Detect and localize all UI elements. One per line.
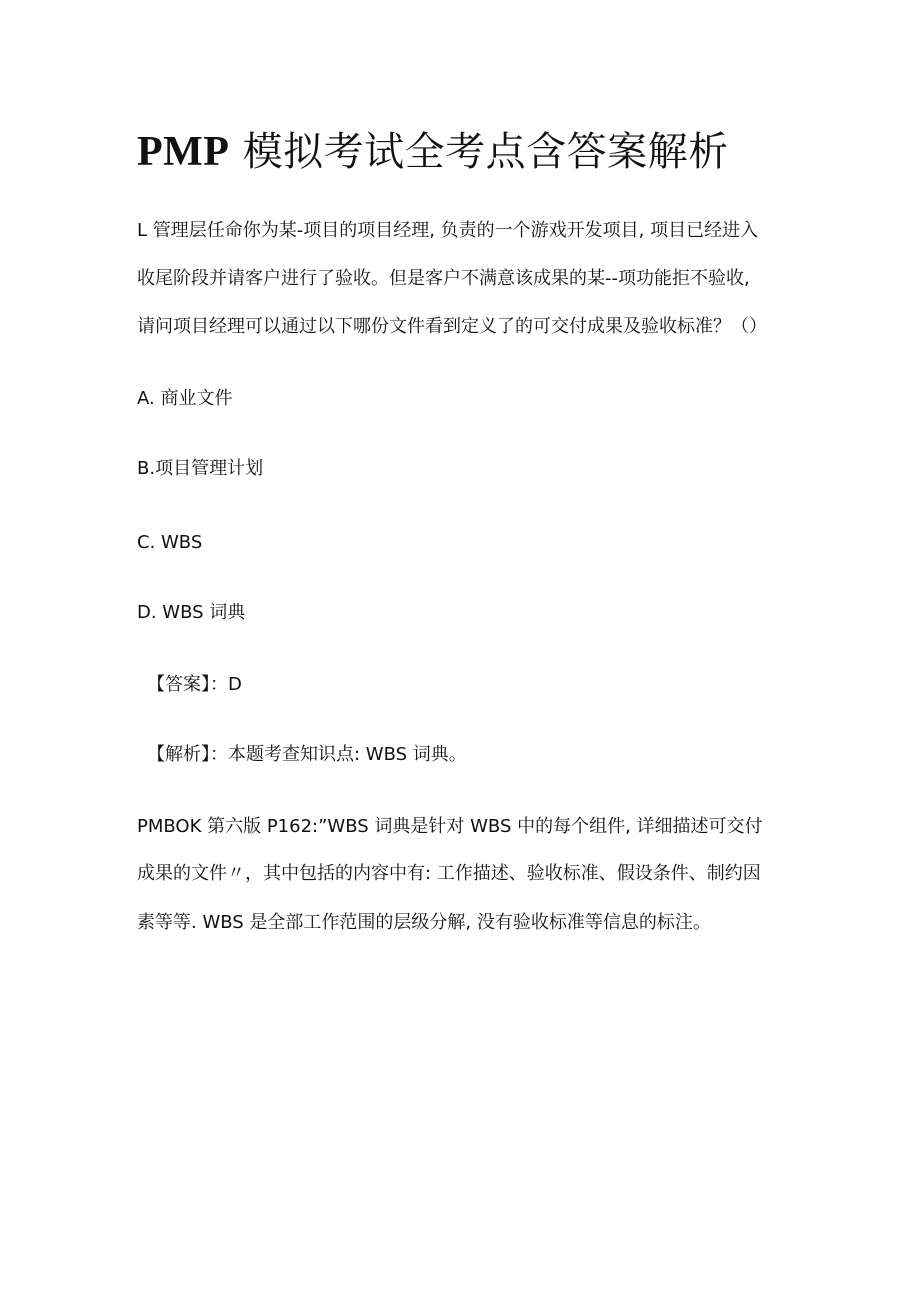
answer-line: 【答案】：D: [147, 674, 242, 695]
explanation-line-3: 素等等. WBS 是全部工作范围的层级分解, 没有验收标准等信息的标注。: [137, 912, 711, 933]
question-line-1: L 管理层任命你为某-项目的项目经理, 负责的一个游戏开发项目, 项目已经进入: [137, 220, 759, 241]
explanation-line-2: 成果的文件〃，其中包括的内容中有: 工作描述、验收标准、假设条件、制约因: [137, 863, 761, 884]
page-title: [137, 124, 729, 180]
page-title-latin: PMP: [137, 129, 230, 175]
explanation-line-1: PMBOK 第六版 P162:”WBS 词典是针对 WBS 中的每个组件, 详细描述可交付: [137, 816, 763, 837]
option-d: D. WBS 词典: [137, 602, 246, 623]
analysis-line: 【解析】：本题考查知识点: WBS 词典。: [147, 744, 467, 765]
option-a: A. 商业文件: [137, 388, 233, 409]
question-line-3: 请问项目经理可以通过以下哪份文件看到定义了的可交付成果及验收标准？（）: [137, 316, 767, 337]
option-b: B.项目管理计划: [137, 458, 264, 479]
question-line-2: 收尾阶段并请客户进行了验收。但是客户不满意该成果的某--项功能拒不验收,: [137, 268, 750, 289]
option-c: C. WBS: [137, 532, 203, 553]
page-title-text: 模拟考试全考点含答案解析: [229, 129, 729, 175]
